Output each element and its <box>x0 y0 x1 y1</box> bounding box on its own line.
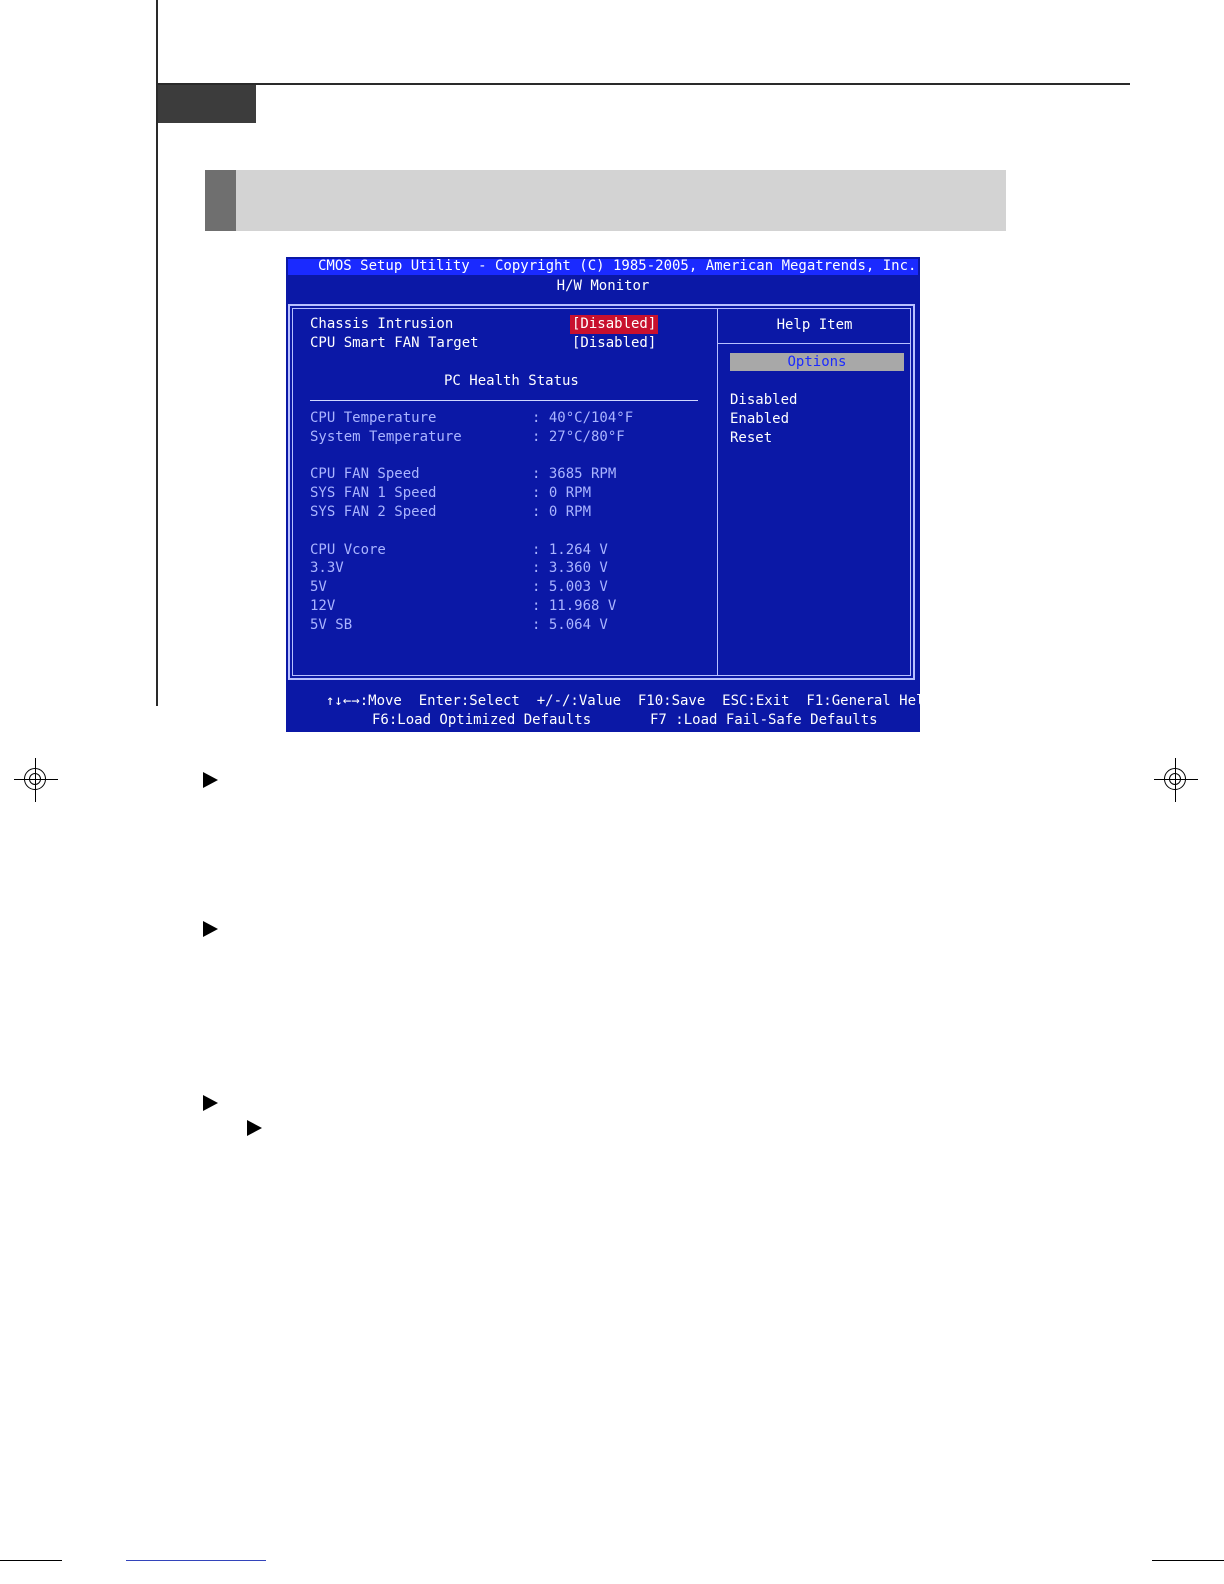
setting-value-selected[interactable]: [Disabled] <box>572 316 657 332</box>
reading-value: : 40°C/104°F <box>532 410 634 426</box>
reading-label: 12V <box>310 598 336 614</box>
section-heading-accent <box>205 170 236 231</box>
reading-label: 5V SB <box>310 617 353 633</box>
registration-mark-icon <box>14 758 58 802</box>
reading-label: 5V <box>310 579 327 595</box>
option-disabled[interactable]: Disabled <box>730 392 798 408</box>
options-header: Options <box>730 353 904 371</box>
reading-label: CPU Vcore <box>310 542 386 558</box>
bios-screen <box>286 257 933 732</box>
reading-value: : 5.003 V <box>532 579 608 595</box>
help-title-divider <box>718 343 911 344</box>
reading-label: SYS FAN 2 Speed <box>310 504 437 520</box>
bios-title-bar <box>288 259 918 275</box>
bios-title-text: CMOS Setup Utility - Copyright (C) 1985-2005, American Megatrends, Inc. <box>318 258 917 274</box>
reading-value: : 5.064 V <box>532 617 608 633</box>
bullet-arrow-icon <box>203 1095 218 1111</box>
section-heading-band <box>205 170 1006 231</box>
bios-page-title: H/W Monitor <box>556 278 650 294</box>
page-header-rule <box>156 83 1130 85</box>
reading-value: : 11.968 V <box>532 598 617 614</box>
setting-label: CPU Smart FAN Target <box>310 335 479 351</box>
bios-key-help-footer <box>286 684 933 732</box>
pc-health-rule <box>310 400 698 401</box>
crop-line-left <box>0 1560 62 1561</box>
reading-label: CPU FAN Speed <box>310 466 420 482</box>
reading-label: System Temperature <box>310 429 462 445</box>
reading-value: : 0 RPM <box>532 485 592 501</box>
reading-label: CPU Temperature <box>310 410 437 426</box>
reading-label: SYS FAN 1 Speed <box>310 485 437 501</box>
reading-value: : 0 RPM <box>532 504 592 520</box>
setting-value[interactable]: [Disabled] <box>572 335 657 351</box>
reading-value: : 27°C/80°F <box>532 429 625 445</box>
footer-rule <box>126 1560 266 1561</box>
bullet-arrow-icon <box>247 1120 262 1136</box>
key-help-line-1: ↑↓←→:Move Enter:Select +/-/:Value F10:Save ESC:Exit F1:General Help <box>326 693 933 709</box>
bullet-arrow-icon <box>203 772 218 788</box>
registration-mark-icon <box>1154 758 1198 802</box>
key-help-failsafe-defaults: F7 :Load Fail-Safe Defaults <box>650 712 878 728</box>
reading-value: : 3685 RPM <box>532 466 617 482</box>
option-reset[interactable]: Reset <box>730 430 773 446</box>
help-panel-divider <box>717 308 718 676</box>
key-help-optimized-defaults: F6:Load Optimized Defaults <box>372 712 592 728</box>
chapter-tab-block <box>158 85 256 123</box>
reading-value: : 1.264 V <box>532 542 608 558</box>
option-enabled[interactable]: Enabled <box>730 411 790 427</box>
setting-label: Chassis Intrusion <box>310 316 454 332</box>
reading-value: : 3.360 V <box>532 560 608 576</box>
bullet-arrow-icon <box>203 921 218 937</box>
crop-line-right <box>1152 1560 1224 1561</box>
help-item-title: Help Item <box>776 317 853 333</box>
reading-label: 3.3V <box>310 560 344 576</box>
pc-health-status-title: PC Health Status <box>444 373 579 389</box>
